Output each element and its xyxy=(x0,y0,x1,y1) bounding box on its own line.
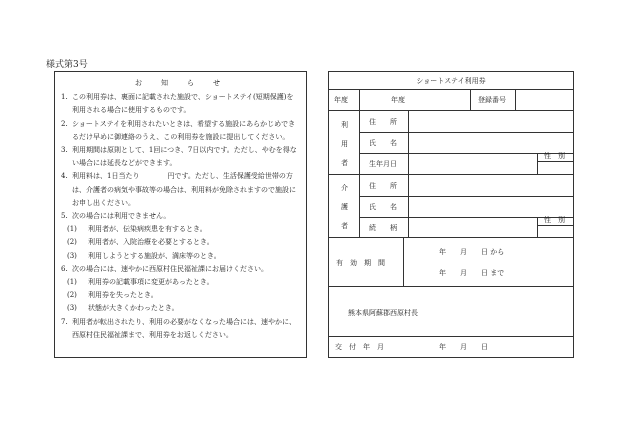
divider xyxy=(359,153,573,154)
divider xyxy=(359,196,573,197)
user-label-char: 者 xyxy=(341,159,348,167)
notice-item-text: 利用期間は原則として、1回につき、7日以内です。ただし、やむを得ない場合には延長などができます。 xyxy=(72,146,297,168)
validity-to: 年 月 日 まで xyxy=(439,269,505,277)
user-address-label: 住 所 xyxy=(369,118,397,126)
divider xyxy=(359,175,360,237)
notice-item xyxy=(61,144,300,170)
notice-item xyxy=(61,170,300,210)
user-gender-label: 性 別 xyxy=(544,152,565,160)
carer-label-char: 護 xyxy=(341,203,348,211)
divider xyxy=(359,90,360,110)
notice-title: お 知 ら せ xyxy=(135,79,226,87)
carer-address-label: 住 所 xyxy=(369,182,397,190)
notice-item xyxy=(61,91,300,117)
notice-item-number: 5. xyxy=(61,212,68,221)
divider xyxy=(359,111,360,174)
notice-subitem-text: 利用券を失ったとき。 xyxy=(88,291,158,300)
validity-section xyxy=(329,238,573,287)
notice-item-text: この利用券は、裏面に記載された施設で、ショートステイ(短期保護)を利用される場合に使用するものです。 xyxy=(72,93,294,115)
user-label-char: 用 xyxy=(341,140,348,148)
notice-subitem-number: (2) xyxy=(67,238,77,247)
notice-subitem xyxy=(61,302,300,315)
divider xyxy=(537,161,573,162)
notice-subitem xyxy=(61,250,300,263)
carer-label-char: 者 xyxy=(341,222,348,230)
notice-item-number: 4. xyxy=(61,172,68,181)
card-title: ショートステイ利用券 xyxy=(416,77,486,85)
notice-item xyxy=(61,118,300,144)
notice-item-text: 次の場合には利用できません。 xyxy=(72,212,171,221)
notice-subitem-text: 状態が大きくかわったとき。 xyxy=(88,304,179,313)
validity-from: 年 月 日 から xyxy=(439,248,505,256)
carer-relationship-label: 続 柄 xyxy=(369,224,397,232)
carer-section xyxy=(329,175,573,238)
user-section xyxy=(329,111,573,175)
notice-subitem-number: (2) xyxy=(67,291,77,300)
divider xyxy=(515,90,516,110)
user-label-char: 利 xyxy=(341,121,348,129)
issue-date-value: 年 月 日 xyxy=(439,343,488,351)
divider xyxy=(403,238,404,286)
divider xyxy=(537,153,538,174)
notice-subitem xyxy=(61,289,300,302)
notice-subitem-number: (3) xyxy=(67,304,77,313)
notice-subitem-number: (1) xyxy=(67,225,77,234)
notice-subitem xyxy=(61,223,300,236)
issuer-section xyxy=(329,287,573,337)
notice-item-text: 利用者が転出されたり、利用の必要がなくなった場合には、速やかに、西原村住民福祉課まで、利用券をお返しください。 xyxy=(72,317,296,339)
usage-card xyxy=(328,71,574,358)
divider xyxy=(537,225,573,226)
divider xyxy=(537,217,538,237)
divider xyxy=(470,90,471,110)
issuer-name: 熊本県阿蘇郡西原村長 xyxy=(348,309,418,317)
divider xyxy=(359,217,573,218)
user-name-label: 氏 名 xyxy=(369,139,397,147)
notice-subitem-text: 利用しようとする施設が、満床等のとき。 xyxy=(88,251,221,260)
fiscal-year-row xyxy=(329,90,573,111)
notice-subitem-number: (1) xyxy=(67,278,77,287)
notice-item-number: 6. xyxy=(61,264,68,273)
issue-date-label: 交 付 年 月 xyxy=(335,343,384,351)
notice-item-text: ショートステイを利用されたいときは、希望する施設にあらかじめできるだけ早めに御連絡のうえ、この利用券を施設に提出してください。 xyxy=(72,119,296,141)
card-title-row xyxy=(329,72,573,90)
validity-label: 有 効 期 間 xyxy=(336,259,385,267)
divider xyxy=(359,132,573,133)
notice-item xyxy=(61,210,300,223)
notice-item-number: 3. xyxy=(61,146,68,155)
notice-subitem-number: (3) xyxy=(67,251,77,260)
carer-label-char: 介 xyxy=(341,184,348,192)
divider xyxy=(408,111,409,174)
notice-subitem xyxy=(61,236,300,249)
notice-item-text: 次の場合には、速やかに西原村住民福祉課にお届けください。 xyxy=(72,264,268,273)
notice-subitem-text: 利用者が、入院治療を必要とするとき。 xyxy=(88,238,214,247)
registration-number-label: 登録番号 xyxy=(478,96,506,104)
notice-item xyxy=(61,316,300,342)
issue-date-row xyxy=(329,337,573,357)
user-dob-label: 生年月日 xyxy=(369,160,397,168)
notice-subitem-text: 利用者が、伝染病疾患を有するとき。 xyxy=(88,225,207,234)
notice-subitem xyxy=(61,276,300,289)
notice-item-number: 7. xyxy=(61,317,68,326)
divider xyxy=(408,175,409,237)
notice-item xyxy=(61,263,300,276)
notice-panel xyxy=(54,71,307,358)
notice-subitem-text: 利用券の記載事項に変更があったとき。 xyxy=(88,278,214,287)
form-number: 様式第3号 xyxy=(46,60,88,70)
fiscal-year-label: 年度 xyxy=(334,96,348,104)
notice-item-number: 1. xyxy=(61,93,68,102)
fiscal-year-value: 年度 xyxy=(391,96,405,104)
carer-gender-label: 性 別 xyxy=(544,216,565,224)
notice-item-text: 利用料は、1日当たり 円です。ただし、生活保護受給世帯の方は、介護者の病気や事故等の場合は、利用料が免除されますので施設にお申し出ください。 xyxy=(72,172,296,207)
carer-name-label: 氏 名 xyxy=(369,203,397,211)
notice-item-number: 2. xyxy=(61,119,68,128)
